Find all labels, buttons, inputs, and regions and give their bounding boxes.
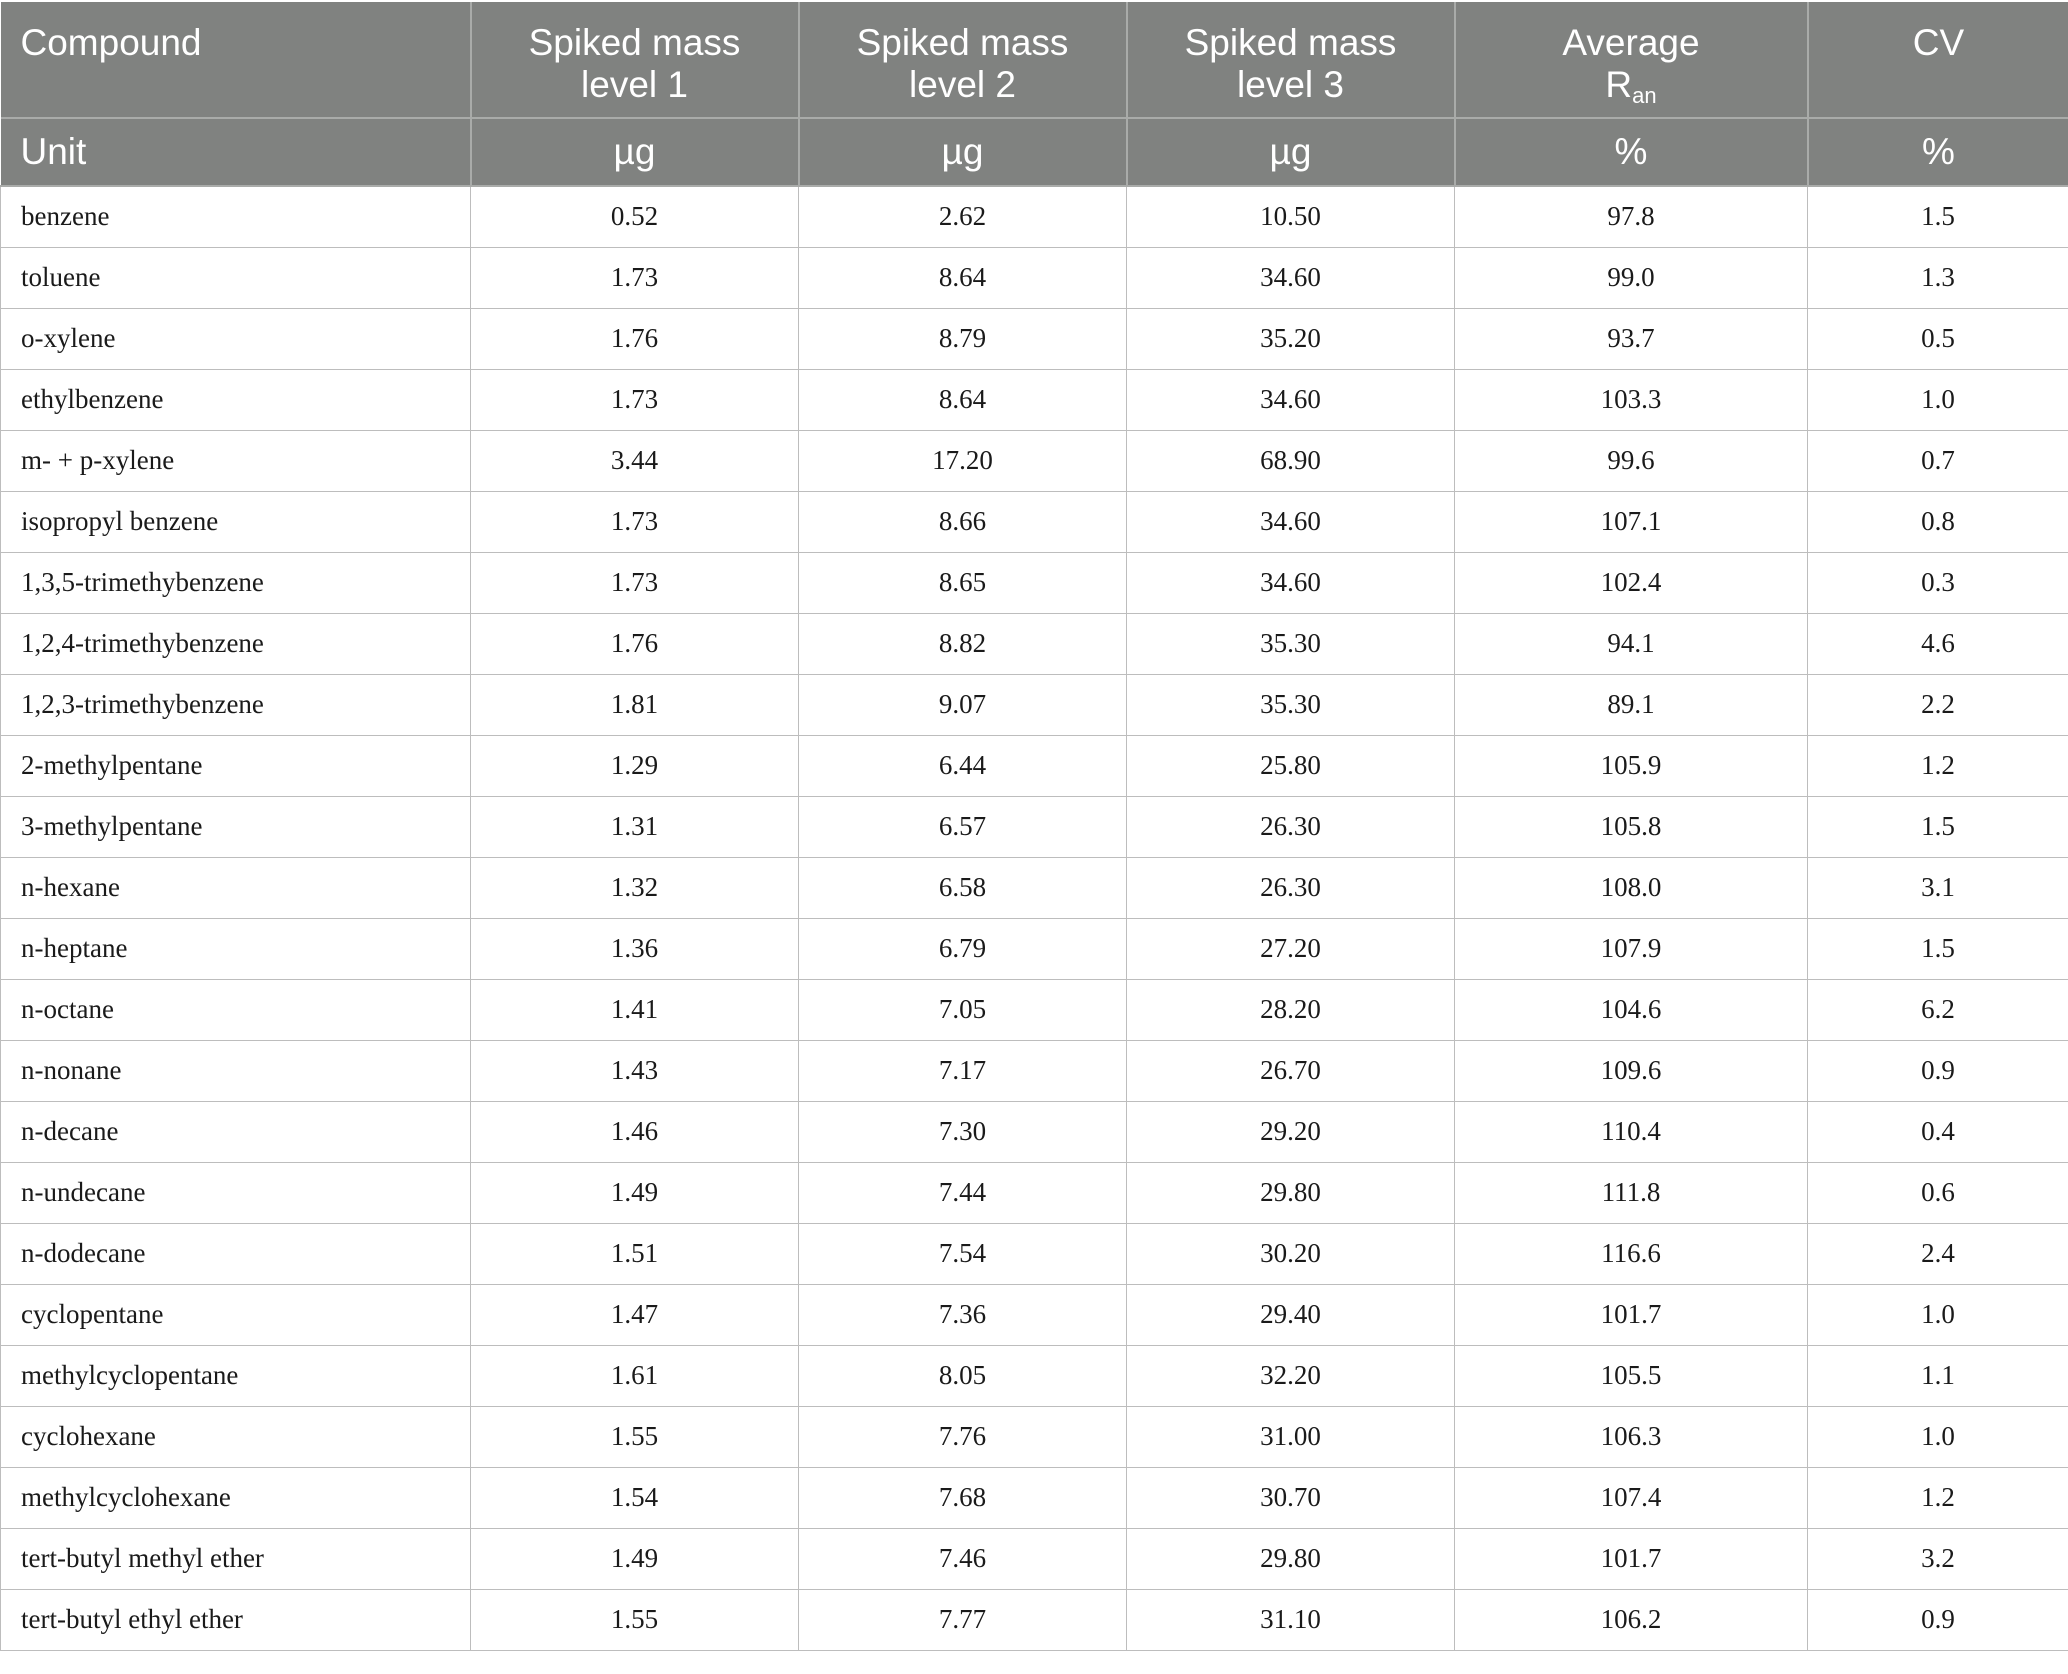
cell-spiked-level-1: 1.29 xyxy=(471,735,799,796)
cell-spiked-level-1: 1.51 xyxy=(471,1223,799,1284)
cell-spiked-level-3: 31.00 xyxy=(1127,1406,1455,1467)
cell-compound: 1,2,4-trimethybenzene xyxy=(1,613,471,674)
cell-spiked-level-3: 25.80 xyxy=(1127,735,1455,796)
header-average-ran: Average $R_{an}$ xyxy=(1455,2,1808,118)
table-row xyxy=(1,308,2068,369)
cell-compound: n-heptane xyxy=(1,918,471,979)
unit-cv: % xyxy=(1808,118,2068,186)
table-row xyxy=(1,491,2068,552)
cell-average-ran: 107.1 xyxy=(1455,491,1808,552)
cell-spiked-level-1: 1.36 xyxy=(471,918,799,979)
cell-spiked-level-2: 7.76 xyxy=(799,1406,1127,1467)
cell-spiked-level-2: 8.05 xyxy=(799,1345,1127,1406)
unit-average: % xyxy=(1455,118,1808,186)
cell-spiked-level-2: 8.65 xyxy=(799,552,1127,613)
cell-cv: 0.7 xyxy=(1808,430,2068,491)
cell-spiked-level-2: 7.30 xyxy=(799,1101,1127,1162)
cell-compound: n-undecane xyxy=(1,1162,471,1223)
cell-spiked-level-2: 7.44 xyxy=(799,1162,1127,1223)
cell-cv: 1.2 xyxy=(1808,1467,2068,1528)
cell-cv: 6.2 xyxy=(1808,979,2068,1040)
cell-spiked-level-1: 1.32 xyxy=(471,857,799,918)
table-row xyxy=(1,1101,2068,1162)
cell-average-ran: 105.8 xyxy=(1455,796,1808,857)
cell-cv: 4.6 xyxy=(1808,613,2068,674)
cell-average-ran: 104.6 xyxy=(1455,979,1808,1040)
table-row xyxy=(1,186,2068,247)
cell-spiked-level-2: 17.20 xyxy=(799,430,1127,491)
cell-spiked-level-1: 1.49 xyxy=(471,1528,799,1589)
cell-average-ran: 101.7 xyxy=(1455,1284,1808,1345)
table-row xyxy=(1,1223,2068,1284)
cell-spiked-level-3: 26.30 xyxy=(1127,796,1455,857)
cell-compound: benzene xyxy=(1,186,471,247)
cell-cv: 1.2 xyxy=(1808,735,2068,796)
cell-cv: 3.1 xyxy=(1808,857,2068,918)
cell-average-ran: 109.6 xyxy=(1455,1040,1808,1101)
cell-spiked-level-1: 1.61 xyxy=(471,1345,799,1406)
cell-spiked-level-3: 34.60 xyxy=(1127,247,1455,308)
cell-average-ran: 106.2 xyxy=(1455,1589,1808,1650)
cell-cv: 3.2 xyxy=(1808,1528,2068,1589)
cell-spiked-level-3: 26.30 xyxy=(1127,857,1455,918)
cell-spiked-level-1: 0.52 xyxy=(471,186,799,247)
cell-spiked-level-2: 9.07 xyxy=(799,674,1127,735)
cell-compound: n-octane xyxy=(1,979,471,1040)
cell-average-ran: 97.8 xyxy=(1455,186,1808,247)
cell-cv: 1.0 xyxy=(1808,1284,2068,1345)
cell-average-ran: 93.7 xyxy=(1455,308,1808,369)
cell-cv: 1.1 xyxy=(1808,1345,2068,1406)
cell-spiked-level-2: 6.58 xyxy=(799,857,1127,918)
cell-compound: 1,3,5-trimethybenzene xyxy=(1,552,471,613)
cell-compound: m- + p-xylene xyxy=(1,430,471,491)
cell-average-ran: 94.1 xyxy=(1455,613,1808,674)
cell-spiked-level-1: 1.47 xyxy=(471,1284,799,1345)
header-spiked-level-3: Spiked mass level 3 xyxy=(1127,2,1455,118)
cell-average-ran: 111.8 xyxy=(1455,1162,1808,1223)
cell-spiked-level-3: 34.60 xyxy=(1127,369,1455,430)
cell-cv: 2.2 xyxy=(1808,674,2068,735)
cell-spiked-level-2: 8.64 xyxy=(799,247,1127,308)
cell-average-ran: 103.3 xyxy=(1455,369,1808,430)
cell-spiked-level-3: 26.70 xyxy=(1127,1040,1455,1101)
cell-average-ran: 107.9 xyxy=(1455,918,1808,979)
cell-cv: 2.4 xyxy=(1808,1223,2068,1284)
cell-spiked-level-2: 7.05 xyxy=(799,979,1127,1040)
cell-average-ran: 101.7 xyxy=(1455,1528,1808,1589)
cell-spiked-level-1: 1.54 xyxy=(471,1467,799,1528)
header-row xyxy=(1,2,2068,118)
table-row xyxy=(1,430,2068,491)
cell-spiked-level-2: 7.54 xyxy=(799,1223,1127,1284)
cell-spiked-level-1: 1.73 xyxy=(471,491,799,552)
cell-compound: 1,2,3-trimethybenzene xyxy=(1,674,471,735)
cell-spiked-level-3: 35.20 xyxy=(1127,308,1455,369)
table-body xyxy=(1,186,2068,1650)
cell-spiked-level-3: 10.50 xyxy=(1127,186,1455,247)
header-cv: CV xyxy=(1808,2,2068,118)
table-row xyxy=(1,1040,2068,1101)
table-row xyxy=(1,1345,2068,1406)
table-row xyxy=(1,369,2068,430)
table-row xyxy=(1,1284,2068,1345)
cell-cv: 0.6 xyxy=(1808,1162,2068,1223)
table-row xyxy=(1,857,2068,918)
cell-average-ran: 107.4 xyxy=(1455,1467,1808,1528)
cell-cv: 0.9 xyxy=(1808,1040,2068,1101)
cell-compound: cyclopentane xyxy=(1,1284,471,1345)
cell-compound: o-xylene xyxy=(1,308,471,369)
cell-spiked-level-1: 1.73 xyxy=(471,247,799,308)
cell-spiked-level-1: 1.43 xyxy=(471,1040,799,1101)
cell-cv: 0.5 xyxy=(1808,308,2068,369)
table-row xyxy=(1,1467,2068,1528)
cell-spiked-level-2: 8.79 xyxy=(799,308,1127,369)
cell-spiked-level-1: 1.55 xyxy=(471,1406,799,1467)
cell-spiked-level-3: 35.30 xyxy=(1127,674,1455,735)
cell-spiked-level-3: 31.10 xyxy=(1127,1589,1455,1650)
unit-label: Unit xyxy=(1,118,471,186)
cell-spiked-level-1: 1.49 xyxy=(471,1162,799,1223)
cell-spiked-level-3: 30.20 xyxy=(1127,1223,1455,1284)
table-row xyxy=(1,247,2068,308)
table-row xyxy=(1,1528,2068,1589)
cell-spiked-level-1: 1.73 xyxy=(471,369,799,430)
cell-spiked-level-2: 7.46 xyxy=(799,1528,1127,1589)
cell-spiked-level-2: 8.82 xyxy=(799,613,1127,674)
table-header xyxy=(1,2,2068,186)
cell-spiked-level-1: 1.55 xyxy=(471,1589,799,1650)
cell-compound: cyclohexane xyxy=(1,1406,471,1467)
cell-cv: 1.5 xyxy=(1808,796,2068,857)
cell-spiked-level-1: 1.46 xyxy=(471,1101,799,1162)
table-row xyxy=(1,796,2068,857)
cell-spiked-level-3: 32.20 xyxy=(1127,1345,1455,1406)
cell-compound: methylcyclohexane xyxy=(1,1467,471,1528)
cell-spiked-level-2: 6.44 xyxy=(799,735,1127,796)
cell-compound: 2-methylpentane xyxy=(1,735,471,796)
cell-spiked-level-2: 7.17 xyxy=(799,1040,1127,1101)
cell-spiked-level-3: 28.20 xyxy=(1127,979,1455,1040)
cell-spiked-level-2: 7.68 xyxy=(799,1467,1127,1528)
cell-spiked-level-1: 1.73 xyxy=(471,552,799,613)
cell-cv: 1.5 xyxy=(1808,186,2068,247)
cell-spiked-level-1: 1.81 xyxy=(471,674,799,735)
unit-level-2: µg xyxy=(799,118,1127,186)
table-row xyxy=(1,674,2068,735)
header-compound: Compound xyxy=(1,2,471,118)
cell-cv: 0.3 xyxy=(1808,552,2068,613)
cell-spiked-level-1: 3.44 xyxy=(471,430,799,491)
cell-compound: ethylbenzene xyxy=(1,369,471,430)
cell-spiked-level-2: 6.79 xyxy=(799,918,1127,979)
cell-spiked-level-2: 6.57 xyxy=(799,796,1127,857)
cell-spiked-level-3: 34.60 xyxy=(1127,491,1455,552)
recovery-table xyxy=(0,2,2068,1651)
cell-spiked-level-2: 7.77 xyxy=(799,1589,1127,1650)
cell-spiked-level-2: 2.62 xyxy=(799,186,1127,247)
cell-spiked-level-1: 1.76 xyxy=(471,308,799,369)
header-spiked-level-2: Spiked mass level 2 xyxy=(799,2,1127,118)
cell-spiked-level-2: 8.66 xyxy=(799,491,1127,552)
cell-average-ran: 99.6 xyxy=(1455,430,1808,491)
cell-cv: 1.3 xyxy=(1808,247,2068,308)
cell-average-ran: 108.0 xyxy=(1455,857,1808,918)
cell-cv: 0.4 xyxy=(1808,1101,2068,1162)
cell-cv: 1.5 xyxy=(1808,918,2068,979)
cell-spiked-level-1: 1.76 xyxy=(471,613,799,674)
cell-compound: tert-butyl ethyl ether xyxy=(1,1589,471,1650)
cell-spiked-level-3: 35.30 xyxy=(1127,613,1455,674)
cell-spiked-level-3: 34.60 xyxy=(1127,552,1455,613)
cell-average-ran: 102.4 xyxy=(1455,552,1808,613)
cell-spiked-level-2: 8.64 xyxy=(799,369,1127,430)
cell-spiked-level-3: 29.40 xyxy=(1127,1284,1455,1345)
unit-level-1: µg xyxy=(471,118,799,186)
cell-spiked-level-3: 29.80 xyxy=(1127,1162,1455,1223)
cell-spiked-level-3: 30.70 xyxy=(1127,1467,1455,1528)
cell-spiked-level-1: 1.31 xyxy=(471,796,799,857)
cell-spiked-level-3: 29.20 xyxy=(1127,1101,1455,1162)
table-row xyxy=(1,918,2068,979)
table-row xyxy=(1,613,2068,674)
cell-average-ran: 105.9 xyxy=(1455,735,1808,796)
cell-average-ran: 110.4 xyxy=(1455,1101,1808,1162)
table-row xyxy=(1,979,2068,1040)
cell-spiked-level-1: 1.41 xyxy=(471,979,799,1040)
cell-cv: 0.9 xyxy=(1808,1589,2068,1650)
cell-compound: n-hexane xyxy=(1,857,471,918)
cell-compound: toluene xyxy=(1,247,471,308)
unit-row xyxy=(1,118,2068,186)
cell-compound: tert-butyl methyl ether xyxy=(1,1528,471,1589)
cell-cv: 1.0 xyxy=(1808,1406,2068,1467)
header-spiked-level-1: Spiked mass level 1 xyxy=(471,2,799,118)
table-row xyxy=(1,1162,2068,1223)
table-row xyxy=(1,735,2068,796)
cell-cv: 1.0 xyxy=(1808,369,2068,430)
cell-average-ran: 89.1 xyxy=(1455,674,1808,735)
cell-average-ran: 106.3 xyxy=(1455,1406,1808,1467)
unit-level-3: µg xyxy=(1127,118,1455,186)
cell-spiked-level-3: 27.20 xyxy=(1127,918,1455,979)
cell-compound: methylcyclopentane xyxy=(1,1345,471,1406)
cell-compound: isopropyl benzene xyxy=(1,491,471,552)
cell-cv: 0.8 xyxy=(1808,491,2068,552)
cell-compound: 3-methylpentane xyxy=(1,796,471,857)
cell-compound: n-nonane xyxy=(1,1040,471,1101)
cell-average-ran: 99.0 xyxy=(1455,247,1808,308)
cell-average-ran: 105.5 xyxy=(1455,1345,1808,1406)
cell-spiked-level-3: 68.90 xyxy=(1127,430,1455,491)
table-row xyxy=(1,1406,2068,1467)
cell-average-ran: 116.6 xyxy=(1455,1223,1808,1284)
cell-compound: n-dodecane xyxy=(1,1223,471,1284)
table-row xyxy=(1,552,2068,613)
cell-spiked-level-3: 29.80 xyxy=(1127,1528,1455,1589)
cell-spiked-level-2: 7.36 xyxy=(799,1284,1127,1345)
cell-compound: n-decane xyxy=(1,1101,471,1162)
table-row xyxy=(1,1589,2068,1650)
